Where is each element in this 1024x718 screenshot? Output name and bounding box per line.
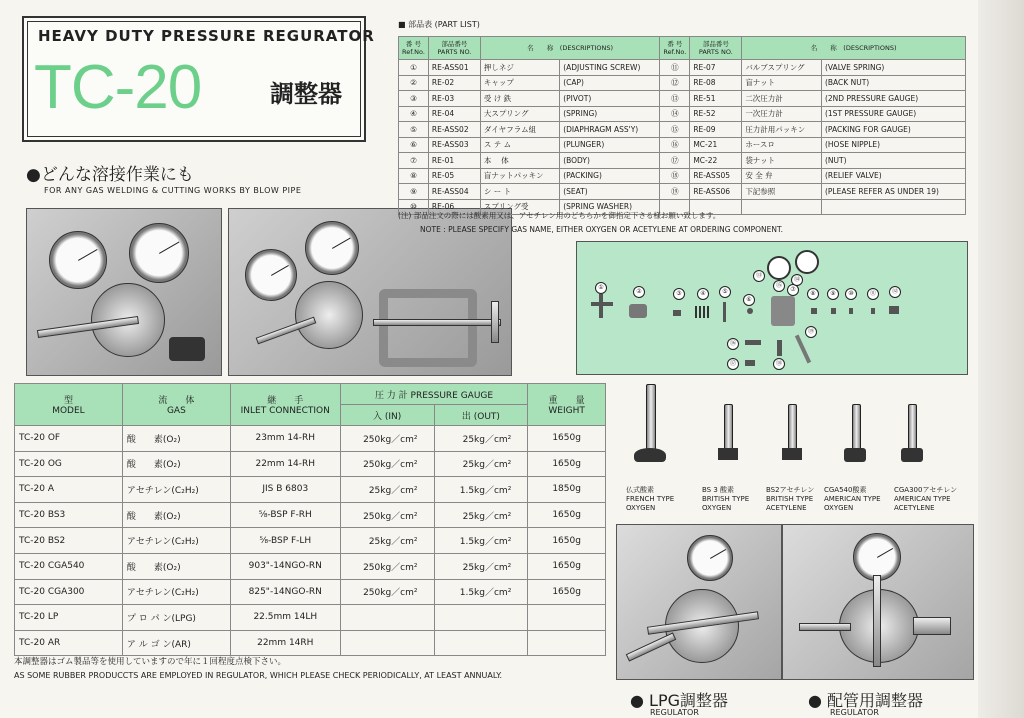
hose-nipple-icon xyxy=(626,632,677,661)
wing-nut-icon xyxy=(634,448,666,462)
callout-number: ② xyxy=(633,286,645,298)
adjusting-screw-icon xyxy=(591,302,613,306)
col-desc: 名 称 (DESCRIPTIONS) xyxy=(480,37,660,60)
gauge-out-cell: 25kg／cm² xyxy=(434,553,528,579)
lpg-regulator-sub: REGULATOR xyxy=(650,708,699,717)
part-row xyxy=(399,122,966,138)
part-row xyxy=(399,168,966,184)
piping-regulator-photo xyxy=(782,524,974,680)
part-name-jp: シ ー ト xyxy=(480,184,559,200)
gas-cell: 酸 素(O₂) xyxy=(122,426,230,452)
part-name-jp: 下記参照 xyxy=(742,184,822,200)
part-name-en: (2ND PRESSURE GAUGE) xyxy=(821,91,965,107)
col-desc: 名 称 (DESCRIPTIONS) xyxy=(742,37,966,60)
part-name-jp: 本 体 xyxy=(480,153,559,169)
inlet-cell: 22.5mm 14LH xyxy=(230,605,340,631)
part-ref: ⑭ xyxy=(660,106,690,122)
part-name-jp: 盲ナット xyxy=(742,75,822,91)
gauge-in-cell xyxy=(340,630,434,656)
gauge-header: 圧 力 計 PRESSURE GAUGE xyxy=(340,384,528,405)
callout-number: ⑦ xyxy=(787,284,799,296)
gauge-icon xyxy=(795,250,819,274)
callout-number: ③ xyxy=(673,288,685,300)
nut-icon xyxy=(901,448,923,462)
spring-icon xyxy=(695,306,709,318)
part-no: RE-01 xyxy=(428,153,480,169)
callout-number: ⑱ xyxy=(773,358,785,370)
model-spec-table xyxy=(14,383,606,656)
model-row xyxy=(15,451,606,477)
model-header: 型 MODEL xyxy=(15,384,123,426)
part-name-en: (PLUNGER) xyxy=(560,137,660,153)
gauge-in-cell: 250kg／cm² xyxy=(340,579,434,605)
nipple-label-bs3: BS 3 酸素 BRITISH TYPE OXYGEN xyxy=(702,486,750,512)
part-no: RE-ASS05 xyxy=(690,168,742,184)
part-no: RE-ASS03 xyxy=(428,137,480,153)
part-ref: ⑱ xyxy=(660,168,690,184)
part-ref: ⑩ xyxy=(399,199,429,215)
nut-icon xyxy=(745,360,755,366)
part-row xyxy=(399,184,966,200)
part-ref: ⑯ xyxy=(660,137,690,153)
part-name-en: (DIAPHRAGM ASS'Y) xyxy=(560,122,660,138)
part-name-jp: ダイヤフラム組 xyxy=(480,122,559,138)
gauge-in-cell: 250kg／cm² xyxy=(340,451,434,477)
model-row xyxy=(15,477,606,503)
gauge-out-cell: 1.5kg／cm² xyxy=(434,528,528,554)
callout-number: ④ xyxy=(697,288,709,300)
part-name-en: (SEAT) xyxy=(560,184,660,200)
spring-washer-icon xyxy=(849,308,853,314)
diaphragm-icon xyxy=(723,302,726,322)
model-row xyxy=(15,630,606,656)
callout-number: ⑧ xyxy=(807,288,819,300)
gauge-icon xyxy=(49,231,107,289)
part-no: RE-07 xyxy=(690,60,742,76)
part-name-en: (NUT) xyxy=(821,153,965,169)
part-name-en xyxy=(821,199,965,215)
col-ref: 番 号 Ref.No. xyxy=(399,37,429,60)
weight-cell: 1850g xyxy=(528,477,606,503)
model-row xyxy=(15,426,606,452)
gas-cell: 酸 素(O₂) xyxy=(122,502,230,528)
weight-cell: 1650g xyxy=(528,426,606,452)
part-no: RE-04 xyxy=(428,106,480,122)
gauge-out-cell xyxy=(434,630,528,656)
body-icon xyxy=(771,296,795,326)
model-cell: TC-20 CGA300 xyxy=(15,579,123,605)
part-name-jp: ス テ ム xyxy=(480,137,559,153)
gauge-in-cell: 25kg／cm² xyxy=(340,477,434,503)
model-cell: TC-20 OG xyxy=(15,451,123,477)
part-name-en: (1ST PRESSURE GAUGE) xyxy=(821,106,965,122)
model-cell: TC-20 BS2 xyxy=(15,528,123,554)
part-no: RE-ASS02 xyxy=(428,122,480,138)
gauge-in-cell: 250kg／cm² xyxy=(340,502,434,528)
part-no: RE-ASS06 xyxy=(690,184,742,200)
gauge-out-cell: 25kg／cm² xyxy=(434,451,528,477)
inlet-cell: 903"-14NGO-RN xyxy=(230,553,340,579)
bs2-nipple-icon xyxy=(788,404,797,450)
callout-number: ⑯ xyxy=(727,338,739,350)
part-name-jp: 大スプリング xyxy=(480,106,559,122)
weight-cell xyxy=(528,605,606,631)
part-no: RE-05 xyxy=(428,168,480,184)
callout-number: ⑥ xyxy=(743,294,755,306)
gauge-out-cell: 1.5kg／cm² xyxy=(434,579,528,605)
part-name-en: (PLEASE REFER AS UNDER 19) xyxy=(821,184,965,200)
footer-note-jp: 本調整器はゴム製品等を使用していますので年に１回程度点検下さい。 xyxy=(14,657,287,667)
piping-regulator-label: ● 配管用調整器 xyxy=(808,691,924,710)
model-jp-name: 調整器 xyxy=(270,80,342,108)
gauge-in-header: 入 (IN) xyxy=(340,405,434,426)
callout-number: ⑨ xyxy=(827,288,839,300)
part-name-jp: バルブスプリング xyxy=(742,60,822,76)
part-list-table xyxy=(398,36,966,215)
footer-note-en: AS SOME RUBBER PRODUCCTS ARE EMPLOYED IN REGULATOR, WHICH PLEASE CHECK PERIODICALLY, AT LEAST ANNUALY. xyxy=(14,671,503,680)
back-nut-icon xyxy=(889,306,899,314)
nut-icon xyxy=(718,448,738,460)
model-cell: TC-20 A xyxy=(15,477,123,503)
weight-cell: 1650g xyxy=(528,553,606,579)
part-name-en: (HOSE NIPPLE) xyxy=(821,137,965,153)
gauge-in-cell xyxy=(340,605,434,631)
part-ref: ⑤ xyxy=(399,122,429,138)
part-ref: ⑦ xyxy=(399,153,429,169)
part-row xyxy=(399,153,966,169)
page-edge xyxy=(978,0,1024,718)
part-no: RE-51 xyxy=(690,91,742,107)
seat-icon xyxy=(831,308,836,314)
part-name-en: (PIVOT) xyxy=(560,91,660,107)
gauge-icon xyxy=(767,256,791,280)
part-name-en: (CAP) xyxy=(560,75,660,91)
gauge-icon xyxy=(687,535,733,581)
cga540-nipple-icon xyxy=(852,404,861,450)
plunger-icon xyxy=(747,308,753,314)
nut-icon xyxy=(844,448,866,462)
part-row xyxy=(399,60,966,76)
model-row xyxy=(15,528,606,554)
part-no: MC-22 xyxy=(690,153,742,169)
part-ref: ⑧ xyxy=(399,168,429,184)
gas-header: 流 体 GAS xyxy=(122,384,230,426)
model-cell: TC-20 AR xyxy=(15,630,123,656)
piping-regulator-sub: REGULATOR xyxy=(830,708,879,717)
valve-spring-icon xyxy=(871,308,875,314)
title-line: HEAVY DUTY PRESSURE REGURATOR xyxy=(38,27,375,45)
col-ref: 番 号 Ref.No. xyxy=(660,37,690,60)
regulator-body-icon xyxy=(295,281,363,349)
part-name-jp: キャップ xyxy=(480,75,559,91)
part-name-jp: 受 け 鉄 xyxy=(480,91,559,107)
gas-cell: 酸 素(O₂) xyxy=(122,553,230,579)
callout-number: ① xyxy=(595,282,607,294)
model-cell: TC-20 BS3 xyxy=(15,502,123,528)
callout-number: ⑲ xyxy=(805,326,817,338)
gauge-icon xyxy=(245,249,297,301)
hose-nipple-icon xyxy=(745,340,761,345)
cap-icon xyxy=(629,304,647,318)
callout-number: ⑪ xyxy=(867,288,879,300)
nipple-label-bs2: BS2アセチレン BRITISH TYPE ACETYLENE xyxy=(766,486,815,512)
part-no: RE-ASS04 xyxy=(428,184,480,200)
gauge-out-cell: 1.5kg／cm² xyxy=(434,477,528,503)
part-name-en: (PACKING) xyxy=(560,168,660,184)
model-row xyxy=(15,579,606,605)
outlet-pipe-icon xyxy=(913,617,951,635)
french-nipple-icon xyxy=(646,384,656,452)
part-ref: ② xyxy=(399,75,429,91)
part-ref: ④ xyxy=(399,106,429,122)
callout-number: ⑮ xyxy=(773,280,785,292)
part-no: RE-02 xyxy=(428,75,480,91)
part-ref: ⑪ xyxy=(660,60,690,76)
model-name: TC-20 xyxy=(34,53,202,122)
part-name-en: (VALVE SPRING) xyxy=(821,60,965,76)
packing-icon xyxy=(811,308,817,314)
part-no: RE-03 xyxy=(428,91,480,107)
exploded-parts-diagram xyxy=(576,241,968,375)
callout-number: ⑰ xyxy=(727,358,739,370)
part-name-en: (SPRING WASHER) xyxy=(560,199,660,215)
gauge-icon xyxy=(853,533,901,581)
relief-valve-icon xyxy=(795,335,811,364)
nipple-label-cga540: CGA540酸素 AMERICAN TYPE OXYGEN xyxy=(824,486,881,512)
inlet-cell: JIS B 6803 xyxy=(230,477,340,503)
part-row xyxy=(399,137,966,153)
gauge-in-cell: 25kg／cm² xyxy=(340,528,434,554)
part-name-en: (BODY) xyxy=(560,153,660,169)
part-name-en: (ADJUSTING SCREW) xyxy=(560,60,660,76)
part-no: RE-08 xyxy=(690,75,742,91)
part-ref: ⑰ xyxy=(660,153,690,169)
part-name-jp: ホースロ xyxy=(742,137,822,153)
model-cell: TC-20 OF xyxy=(15,426,123,452)
part-name-en: (SPRING) xyxy=(560,106,660,122)
clamp-screw-icon xyxy=(373,319,501,326)
part-name-en: (BACK NUT) xyxy=(821,75,965,91)
lpg-regulator-photo xyxy=(616,524,782,680)
model-cell: TC-20 CGA540 xyxy=(15,553,123,579)
part-name-jp: スプリング受 xyxy=(480,199,559,215)
gas-cell: アセチレン(C₂H₂) xyxy=(122,579,230,605)
part-no: RE-09 xyxy=(690,122,742,138)
part-row xyxy=(399,91,966,107)
gas-cell: ア ル ゴ ン(AR) xyxy=(122,630,230,656)
weight-cell: 1650g xyxy=(528,579,606,605)
gauge-icon xyxy=(305,221,359,275)
part-row xyxy=(399,106,966,122)
adjusting-screw-icon xyxy=(599,294,603,318)
slogan-jp: ●どんな溶接作業にも xyxy=(26,165,194,185)
part-row xyxy=(399,75,966,91)
part-ref: ⑨ xyxy=(399,184,429,200)
part-ref: ① xyxy=(399,60,429,76)
nut-icon xyxy=(782,448,802,460)
part-name-jp: 一次圧力計 xyxy=(742,106,822,122)
product-photo-dual-gauge xyxy=(26,208,222,376)
model-row xyxy=(15,502,606,528)
inlet-header: 継 手 INLET CONNECTION xyxy=(230,384,340,426)
inlet-cell: 825"-14NGO-RN xyxy=(230,579,340,605)
gauge-in-cell: 250kg／cm² xyxy=(340,426,434,452)
inlet-cell: ⅝-BSP F-LH xyxy=(230,528,340,554)
gas-cell: アセチレン(C₂H₂) xyxy=(122,528,230,554)
gauge-in-cell: 250kg／cm² xyxy=(340,553,434,579)
inlet-cell: ⅝-BSP F-RH xyxy=(230,502,340,528)
relief-valve-icon xyxy=(777,340,782,356)
part-no: RE-ASS01 xyxy=(428,60,480,76)
part-no: RE-52 xyxy=(690,106,742,122)
cga300-nipple-icon xyxy=(908,404,917,450)
nut-icon xyxy=(169,337,205,361)
gas-cell: アセチレン(C₂H₂) xyxy=(122,477,230,503)
part-name-jp: 盲ナットパッキン xyxy=(480,168,559,184)
slogan-en: FOR ANY GAS WELDING & CUTTING WORKS BY BLOW PIPE xyxy=(44,186,302,195)
inlet-cell: 22mm 14RH xyxy=(230,630,340,656)
part-ref: ⑲ xyxy=(660,184,690,200)
part-note-en: NOTE : PLEASE SPECIFY GAS NAME, EITHER OXYGEN OR ACETYLENE AT ORDERING COMPONENT. xyxy=(420,225,784,234)
gauge-out-cell: 25kg／cm² xyxy=(434,502,528,528)
part-name-jp: 安 全 弁 xyxy=(742,168,822,184)
title-box xyxy=(22,16,375,142)
model-row xyxy=(15,605,606,631)
callout-number: ⑤ xyxy=(719,286,731,298)
weight-cell: 1650g xyxy=(528,528,606,554)
weight-cell xyxy=(528,630,606,656)
gas-cell: 酸 素(O₂) xyxy=(122,451,230,477)
pivot-icon xyxy=(673,310,681,316)
gas-cell: プ ロ パ ン(LPG) xyxy=(122,605,230,631)
lpg-regulator-label: ● LPG調整器 xyxy=(630,691,729,710)
col-part-no: 部品番号 PARTS NO. xyxy=(428,37,480,60)
part-ref: ⑥ xyxy=(399,137,429,153)
gauge-icon xyxy=(129,223,189,283)
part-list-title: ■ 部品表 (PART LIST) xyxy=(398,20,480,29)
callout-number: ⑭ xyxy=(791,274,803,286)
clamp-icon xyxy=(379,289,477,367)
part-ref: ③ xyxy=(399,91,429,107)
nipple-label-cga300: CGA300アセチレン AMERICAN TYPE ACETYLENE xyxy=(894,486,958,512)
part-note-jp: (注) 部品注文の際には酸素用又は、アセチレン用のどちらかを御指定下さる様お願い致します。 xyxy=(398,211,721,220)
weight-cell: 1650g xyxy=(528,502,606,528)
nipple-label-french: 仏式酸素 FRENCH TYPE OXYGEN xyxy=(626,486,675,512)
part-name-jp: 二次圧力計 xyxy=(742,91,822,107)
part-ref: ⑫ xyxy=(660,75,690,91)
model-cell: TC-20 LP xyxy=(15,605,123,631)
inlet-cell: 23mm 14-RH xyxy=(230,426,340,452)
weight-header: 重 量 WEIGHT xyxy=(528,384,606,426)
part-name-jp: 袋ナット xyxy=(742,153,822,169)
part-no: MC-21 xyxy=(690,137,742,153)
t-handle-icon xyxy=(491,301,499,343)
part-name-jp: 押しネジ xyxy=(480,60,559,76)
part-no: RE-06 xyxy=(428,199,480,215)
inlet-cell: 22mm 14-RH xyxy=(230,451,340,477)
callout-number: ⑩ xyxy=(845,288,857,300)
part-name-en: (RELIEF VALVE) xyxy=(821,168,965,184)
part-name-jp: 圧力計用パッキン xyxy=(742,122,822,138)
inlet-pipe-icon xyxy=(799,623,851,631)
gauge-out-cell: 25kg／cm² xyxy=(434,426,528,452)
part-ref: ⑮ xyxy=(660,122,690,138)
bs3-nipple-icon xyxy=(724,404,733,450)
part-ref: ⑬ xyxy=(660,91,690,107)
gauge-out-header: 出 (OUT) xyxy=(434,405,528,426)
col-part-no: 部品番号 PARTS NO. xyxy=(690,37,742,60)
part-name-en: (PACKING FOR GAUGE) xyxy=(821,122,965,138)
part-name-jp xyxy=(742,199,822,215)
callout-number: ⑫ xyxy=(889,286,901,298)
callout-number: ⑬ xyxy=(753,270,765,282)
weight-cell: 1650g xyxy=(528,451,606,477)
gauge-out-cell xyxy=(434,605,528,631)
model-row xyxy=(15,553,606,579)
t-handle-icon xyxy=(873,575,881,667)
